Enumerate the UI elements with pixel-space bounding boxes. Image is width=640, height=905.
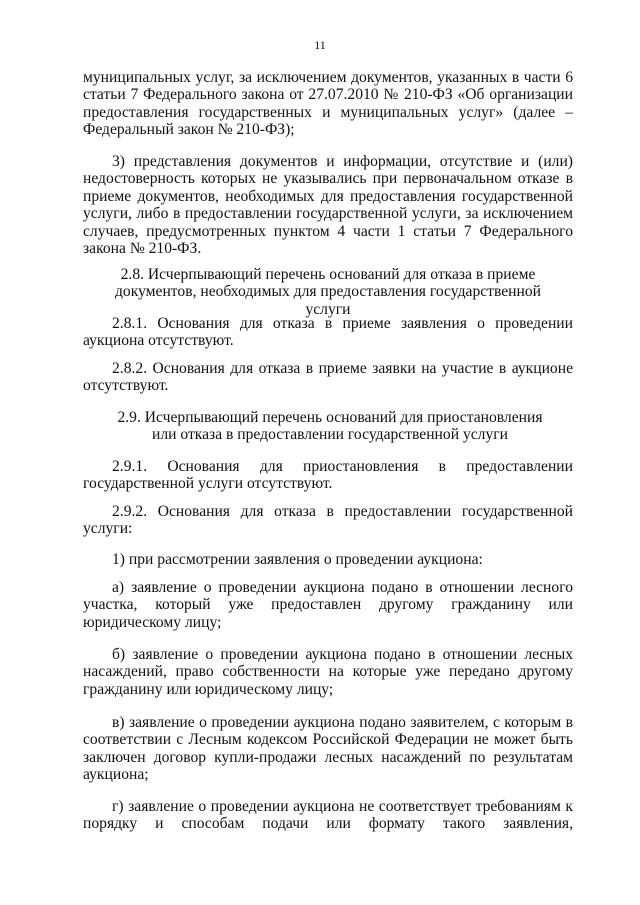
paragraph-2-8-2: 2.8.2. Основания для отказа в приеме заявки на участие в аукционе отсутствуют. (83, 360, 573, 395)
paragraph-subitem-a: а) заявление о проведении аукциона подано в отношении лесного участка, который уже предоставлен другому гражданину или юридическому лицу; (83, 579, 573, 631)
paragraph-item-3: 3) представления документов и информации, отсутствие и (или) недостоверность которых не указывались при первоначальном отказе в приеме документов, необходимых для предоставления государственной услуги, либо в предоставлении государственной услуги, за исключением случаев, предусмотренных пунктом 4 части 1 статьи 7 Федерального закона № 210-ФЗ. (83, 153, 573, 258)
page-number: 11 (314, 38, 326, 52)
paragraph-subitem-v: в) заявление о проведении аукциона подано заявителем, с которым в соответствии с Лесным кодексом Российской Федерации не может быть заключен договор купли-продажи лесных насаждений по результатам аукциона; (83, 714, 573, 784)
paragraph-subitem-b: б) заявление о проведении аукциона подано в отношении лесных насаждений, право собственности на которые уже передано другому гражданину или юридическому лицу; (83, 646, 573, 698)
paragraph-subitem-1: 1) при рассмотрении заявления о проведении аукциона: (112, 551, 483, 568)
section-heading-2-9: 2.9. Исчерпывающий перечень оснований для приостановления или отказа в предоставлении государственной услуги (117, 409, 543, 444)
paragraph-subitem-g: г) заявление о проведении аукциона не соответствует требованиям к порядку и способам подачи или формату такого заявления, (83, 798, 573, 833)
paragraph-2-9-2: 2.9.2. Основания для отказа в предоставлении государственной услуги: (83, 503, 573, 538)
paragraph-2-9-1: 2.9.1. Основания для приостановления в предоставлении государственной услуги отсутствуют. (83, 458, 573, 493)
section-heading-2-8: 2.8. Исчерпывающий перечень оснований для отказа в приеме документов, необходимых для предоставления государственной услуги (114, 266, 542, 318)
paragraph-continuation: муниципальных услуг, за исключением документов, указанных в части 6 статьи 7 Федерального закона от 27.07.2010 № 210-ФЗ «Об организации предоставления государственных и муниципальных услуг» (далее – Федеральный закон № 210-ФЗ); (83, 69, 573, 139)
paragraph-2-8-1: 2.8.1. Основания для отказа в приеме заявления о проведении аукциона отсутствуют. (83, 315, 573, 350)
